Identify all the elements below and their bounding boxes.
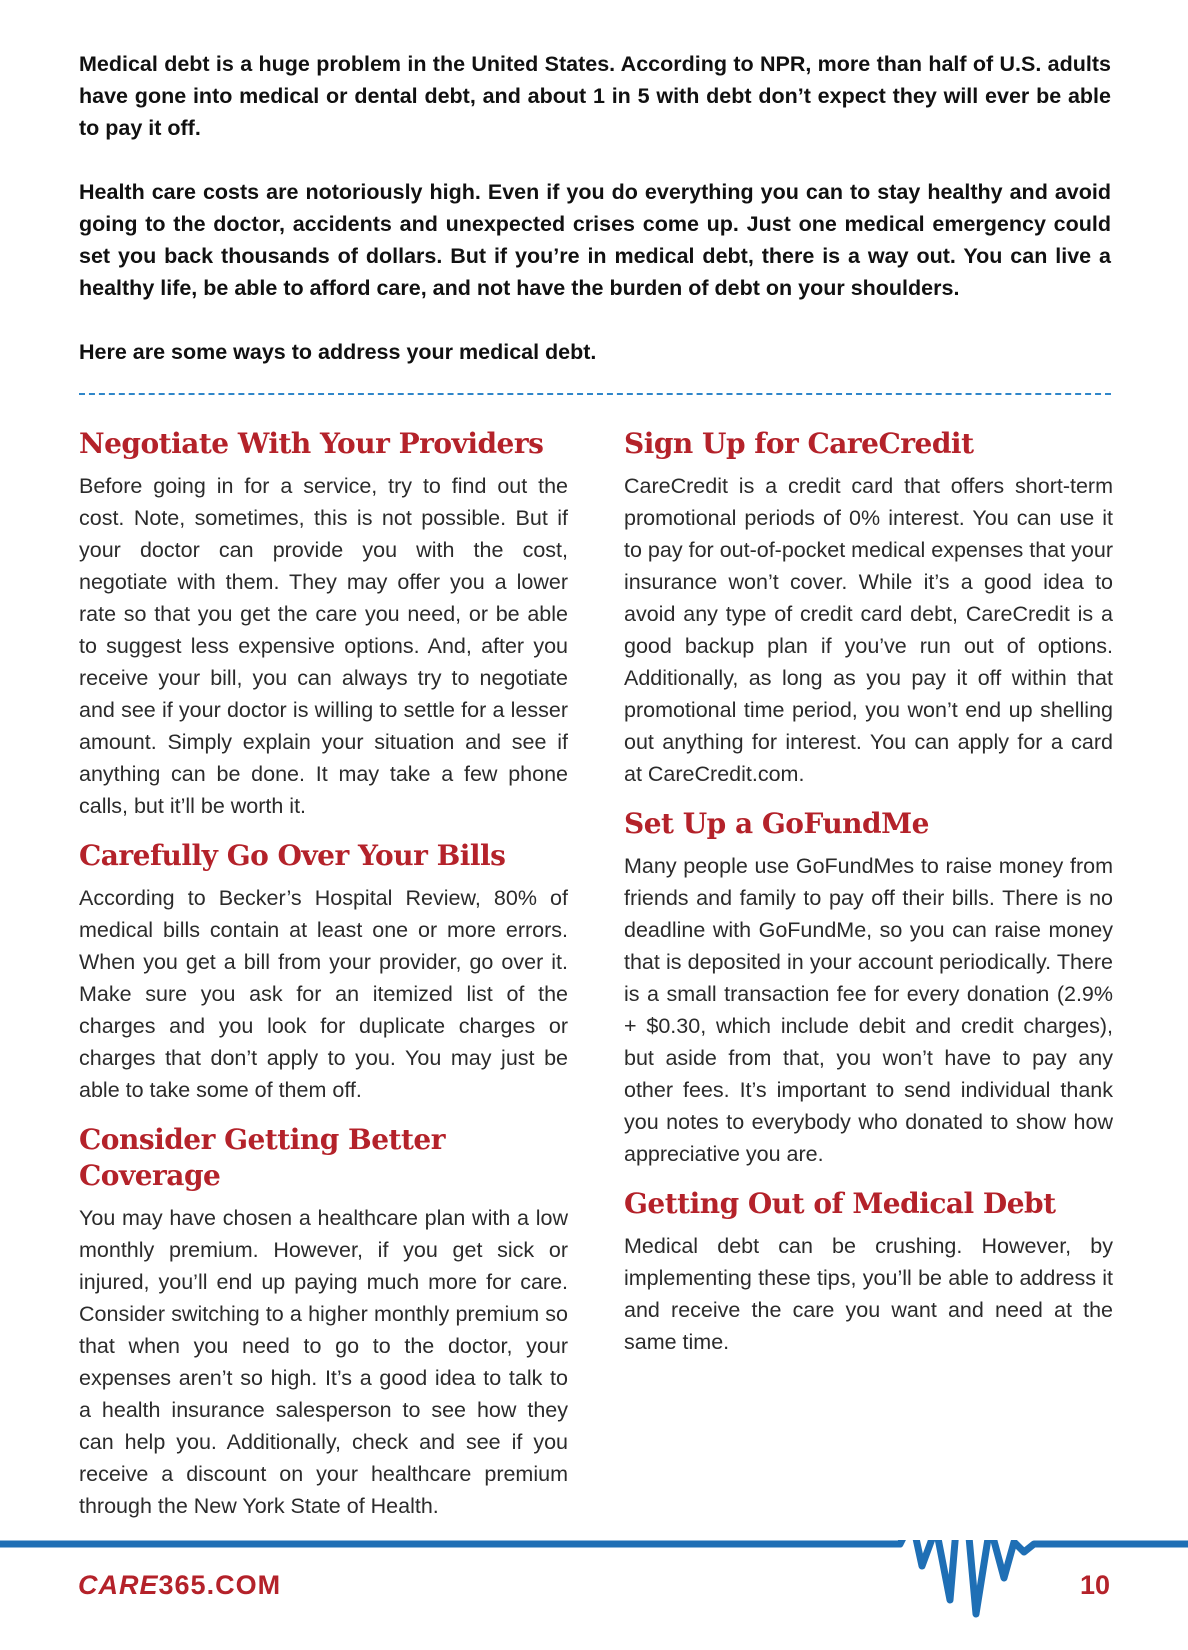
brand-domain: 365.COM — [158, 1570, 282, 1600]
intro — [79, 48, 1111, 400]
section-body: Before going in for a service, try to find out the cost. Note, sometimes, this is not possible. But if your doctor can provide you with the cost, negotiate with them. They may offer you a lower rate so that you get the care you need, or be able to suggest less expensive options. And, after you receive your bill, you can always try to negotiate and see if your doctor is willing to settle for a lesser amount. Simply explain your situation and see if anything can be done. It may take a few phone calls, but it’ll be worth it. — [79, 474, 568, 818]
section-heading: Getting Out of Medical Debt — [624, 1187, 1056, 1220]
intro-paragraph-3: Here are some ways to address your medical debt. — [79, 340, 597, 364]
section-getting-out — [624, 1186, 1113, 1358]
right-column — [624, 420, 1113, 1374]
section-heading: Consider Getting Better Coverage — [79, 1123, 445, 1192]
dashed-divider — [79, 393, 1111, 395]
brand-care: CARE — [78, 1570, 159, 1600]
section-body: According to Becker’s Hospital Review, 80% of medical bills contain at least one or more errors. When you get a bill from your provider, go over it. Make sure you ask for an itemized list of the charges and you look for duplicate charges or charges that don’t apply to you. You may just be able to take some of them off. — [79, 886, 568, 1102]
section-body: Medical debt can be crushing. However, by implementing these tips, you’ll be able to address it and receive the care you want and need at the same time. — [624, 1234, 1113, 1354]
section-body: CareCredit is a credit card that offers short-term promotional periods of 0% interest. You can use it to pay for out-of-pocket medical expenses that your insurance won’t cover. While it’s a good idea to avoid any type of credit card debt, CareCredit is a good backup plan if you’ve run out of options. Additionally, as long as you pay it off within that promotional time period, you won’t end up shelling out anything for interest. You can apply for a card at CareCredit.com. — [624, 474, 1113, 786]
left-column — [79, 420, 568, 1538]
brand-logo — [78, 1570, 281, 1601]
section-heading: Carefully Go Over Your Bills — [79, 839, 506, 872]
section-body: You may have chosen a healthcare plan with a low monthly premium. However, if you get sick or injured, you’ll end up paying much more for care. Consider switching to a higher monthly premium so that when you need to go to the doctor, your expenses aren’t so high. It’s a good idea to talk to a health insurance salesperson to see how they can help you. Additionally, check and see if you receive a discount on your healthcare premium through the New York State of Health. — [79, 1206, 568, 1518]
section-gofundme — [624, 806, 1113, 1170]
intro-paragraph-2: Health care costs are notoriously high. Even if you do everything you can to stay healthy and avoid going to the doctor, accidents and unexpected crises come up. Just one medical emergency could set you back thousands of dollars. But if you’re in medical debt, there is a way out. You can live a healthy life, be able to afford care, and not have the burden of debt on your shoulders. — [79, 180, 1111, 300]
section-heading: Set Up a GoFundMe — [624, 807, 929, 840]
section-body: Many people use GoFundMes to raise money from friends and family to pay off their bills. There is no deadline with GoFundMe, so you can raise money that is deposited in your account periodically. There is a small transaction fee for every donation (2.9% + $0.30, which include debit and credit charges), but aside from that, you won’t have to pay any other fees. It’s important to send individual thank you notes to everybody who donated to show how appreciative you are. — [624, 854, 1113, 1166]
section-heading: Negotiate With Your Providers — [79, 427, 544, 460]
section-coverage — [79, 1122, 568, 1522]
page-number: 10 — [1079, 1570, 1110, 1600]
section-negotiate — [79, 426, 568, 822]
section-bills — [79, 838, 568, 1106]
section-heading: Sign Up for CareCredit — [624, 427, 974, 460]
intro-paragraph-1: Medical debt is a huge problem in the United States. According to NPR, more than half of U.S. adults have gone into medical or dental debt, and about 1 in 5 with debt don’t expect they will ever be able to pay it off. — [79, 52, 1111, 140]
section-carecredit — [624, 426, 1113, 790]
